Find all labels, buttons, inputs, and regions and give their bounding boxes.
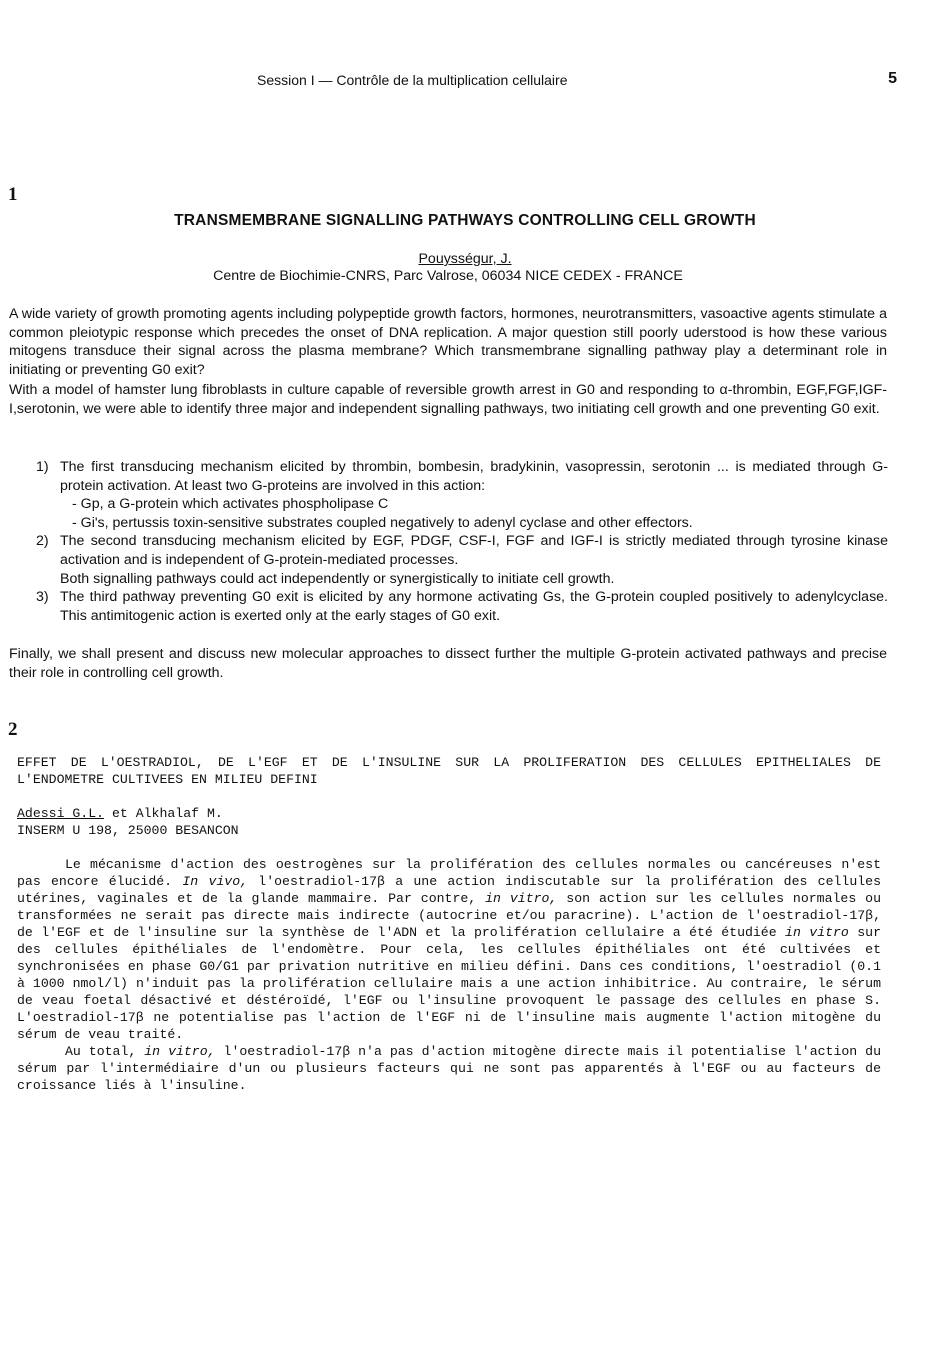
page-number: 5 (888, 70, 897, 87)
abstract-1-paragraph-3: Finally, we shall present and discuss new molecular approaches to dissect further the multiple G-protein activated pathways and precise their role in controlling cell growth. (9, 646, 887, 681)
abstract-1-conclusion (9, 645, 887, 682)
list-item: 3) The third pathway preventing G0 exit is elicited by any hormone activating Gs, the G-protein coupled positively to adenylcyclase. This antimitogenic action is exerted only at the early stages of G0 exit. (36, 589, 888, 624)
abstract-2-affiliation: INSERM U 198, 25000 BESANCON (17, 823, 239, 838)
abstract-1-author: Pouysségur, J. (418, 251, 512, 267)
abstract-1-paragraph-1: A wide variety of growth promoting agents including polypeptide growth factors, hormones, neurotransmitters, vasoactive agents stimulate a common pleiotypic response which precedes the onset of DNA replication. A major question still poorly uderstood is how these various mitogens transduce their signal across the plasma membrane? Which transmembrane signalling pathway play a determinant role in initiating or preventing G0 exit? (9, 306, 887, 378)
abstract-1-title: TRANSMEMBRANE SIGNALLING PATHWAYS CONTROLLING CELL GROWTH (174, 212, 756, 229)
abstract-2-paragraph-2: Au total, in vitro, l'oestradiol-17β n'a pas d'action mitogène directe mais il potentialise l'action du sérum par l'intermédiaire d'un ou plusieurs facteurs qui ne sont pas apparentés à l'EGF ou au facteurs de croissance liés à l'insuline. (17, 1044, 881, 1093)
list-item: 2) The second transducing mechanism elicited by EGF, PDGF, CSF-I, FGF and IGF-I is strictly mediated through tyrosine kinase activation and is independent of G-protein-mediated processes. Both signalling pathways could act independently or synergistically to initiate cell growth. (36, 533, 888, 587)
abstract-2-paragraph-1: Le mécanisme d'action des oestrogènes sur la prolifération des cellules normales ou cancéreuses n'est pas encore élucidé. In vivo, l'oestradiol-17β a une action indiscutable sur la prolifération des cellules utérines, vaginales et de la glande mammaire. Par contre, in vitro, son action sur les cellules normales ou transformées ne serait pas directe mais indirecte (autocrine et/ou paracrine). L'action de l'oestradiol-17β, de l'EGF et de l'insuline sur la synthèse de l'ADN et la prolifération cellulaire a été étudiée in vitro sur des cellules épithéliales de l'endomètre. Pour cela, les cellules épithéliales ont été cultivées et synchronisées en phase G0/G1 par privation nutritive en milieu défini. Dans ces conditions, l'oestradiol (0.1 à 1000 nmol/l) n'induit pas la prolifération cellulaire mais a une action inhibitrice. Au contraire, le sérum de veau foetal désactivé et déstéroïdé, l'EGF ou l'insuline provoquent le passage des cellules en phase S. L'oestradiol-17β ne potentialise pas l'action de l'EGF ni de l'insuline mais augmente l'action mitogène du sérum de veau traité. (17, 857, 882, 1042)
abstract-1-paragraph-2: With a model of hamster lung fibroblasts in culture capable of reversible growth arrest in G0 and responding to α-thrombin, EGF,FGF,IGF-I,serotonin, we were able to identify three major and independent signalling pathways, two initiating cell growth and one preventing G0 exit. (9, 382, 887, 417)
abstract-1-list (36, 458, 888, 625)
abstract-2-body (17, 856, 881, 1094)
running-title: Session I — Contrôle de la multiplication cellulaire (257, 72, 568, 88)
abstract-1-affiliation: Centre de Biochimie-CNRS, Parc Valrose, 06034 NICE CEDEX - FRANCE (213, 268, 683, 284)
list-item: 1) The first transducing mechanism elicited by thrombin, bombesin, bradykinin, vasopressin, serotonin ... is mediated through G-protein activation. At least two G-proteins are involved in this action: (36, 459, 888, 494)
abstract-number-2: 2 (8, 719, 18, 740)
abstract-1-body (9, 305, 887, 419)
list-subitem: - Gi's, pertussis toxin-sensitive substrates coupled negatively to adenyl cyclase and other effectors. (72, 514, 693, 531)
abstract-2-title: EFFET DE L'OESTRADIOL, DE L'EGF ET DE L'INSULINE SUR LA PROLIFERATION DES CELLULES EPITHELIALES DE L'ENDOMETRE CULTIVEES EN MILIEU DEFINI (17, 755, 881, 787)
abstract-2-authors: Adessi G.L. et Alkhalaf M. INSERM U 198, 25000 BESANCON (17, 805, 881, 839)
abstract-number-1: 1 (8, 184, 18, 205)
running-header (0, 72, 930, 92)
list-subitem: - Gp, a G-protein which activates phospholipase C (72, 496, 389, 513)
